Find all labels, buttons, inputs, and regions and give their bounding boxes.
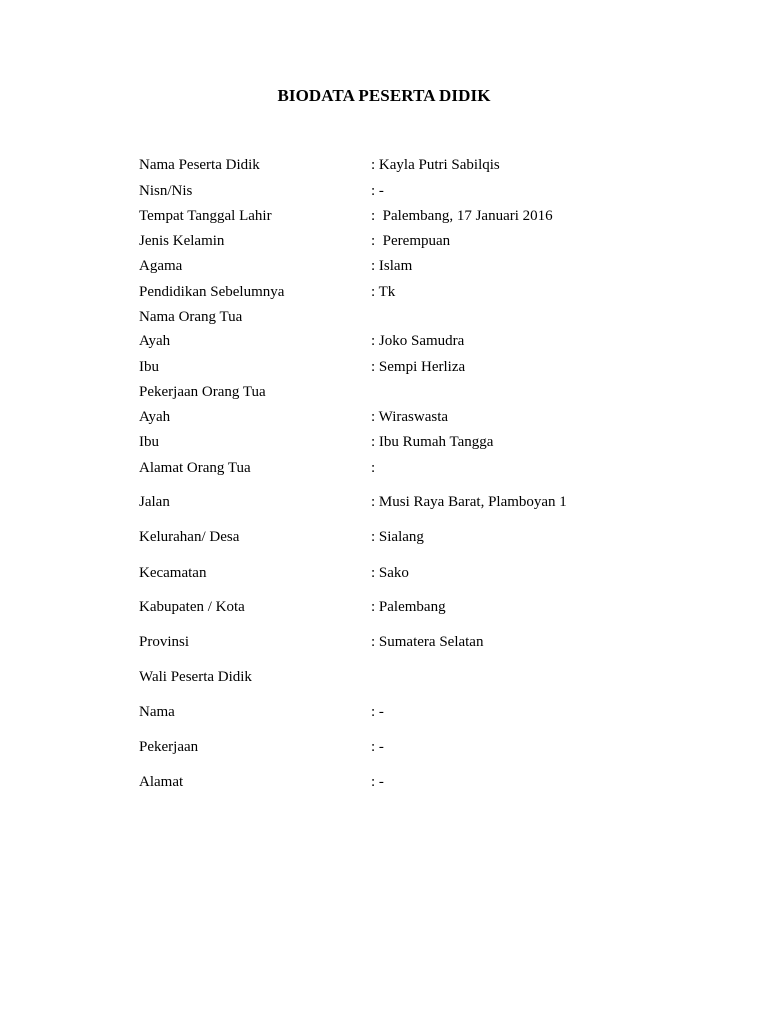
field-value: : Sempi Herliza — [371, 359, 466, 375]
field-kecamatan — [139, 563, 659, 583]
field-label: Alamat — [139, 774, 184, 790]
field-nama-peserta-didik — [139, 155, 659, 175]
field-value: : Perempuan — [371, 233, 451, 249]
field-pendidikan-sebelumnya — [139, 282, 659, 302]
field-label: Ayah — [139, 333, 171, 349]
field-provinsi — [139, 632, 659, 652]
field-jalan — [139, 492, 659, 512]
field-value: : Palembang — [371, 599, 446, 615]
field-label: Provinsi — [139, 634, 190, 650]
field-kelurahan-desa — [139, 527, 659, 547]
field-value: : Wiraswasta — [371, 409, 449, 425]
field-value: : Ibu Rumah Tangga — [371, 434, 494, 450]
field-value: : Sako — [371, 565, 409, 581]
field-tempat-tanggal-lahir — [139, 206, 659, 226]
field-label: Kecamatan — [139, 565, 207, 581]
field-label: Jenis Kelamin — [139, 233, 225, 249]
field-nisn-nis — [139, 181, 659, 201]
field-value: : - — [371, 704, 384, 720]
section-nama-orang-tua — [139, 307, 659, 327]
field-nama-ayah — [139, 331, 659, 351]
field-label: Jalan — [139, 494, 170, 510]
field-label: Nisn/Nis — [139, 183, 193, 199]
field-label: Nama Orang Tua — [139, 309, 243, 325]
field-label: Nama Peserta Didik — [139, 157, 260, 173]
field-wali-pekerjaan — [139, 737, 659, 757]
field-label: Ibu — [139, 359, 159, 375]
field-label: Ibu — [139, 434, 159, 450]
field-value: : - — [371, 183, 384, 199]
field-alamat-orang-tua — [139, 458, 659, 478]
field-label: Pekerjaan — [139, 739, 199, 755]
field-nama-ibu — [139, 357, 659, 377]
field-pekerjaan-ibu — [139, 432, 659, 452]
section-wali-peserta-didik — [139, 667, 659, 687]
field-value: : Sialang — [371, 529, 424, 545]
field-value: : Kayla Putri Sabilqis — [371, 157, 500, 173]
field-label: Tempat Tanggal Lahir — [139, 208, 272, 224]
field-jenis-kelamin — [139, 231, 659, 251]
field-value: : Tk — [371, 284, 396, 300]
field-label: Kabupaten / Kota — [139, 599, 245, 615]
field-wali-alamat — [139, 772, 659, 792]
section-pekerjaan-orang-tua — [139, 382, 659, 402]
field-value: : Palembang, 17 Januari 2016 — [371, 208, 553, 224]
field-label: Nama — [139, 704, 175, 720]
field-value: : Sumatera Selatan — [371, 634, 484, 650]
field-value: : Musi Raya Barat, Plamboyan 1 — [371, 494, 567, 510]
field-wali-nama — [139, 702, 659, 722]
field-value: : Islam — [371, 258, 413, 274]
field-value: : Joko Samudra — [371, 333, 465, 349]
field-agama — [139, 256, 659, 276]
field-value: : - — [371, 739, 384, 755]
field-pekerjaan-ayah — [139, 407, 659, 427]
field-label: Ayah — [139, 409, 171, 425]
page-title: BIODATA PESERTA DIDIK — [277, 86, 491, 105]
field-value: : — [371, 460, 376, 476]
field-label: Pekerjaan Orang Tua — [139, 384, 266, 400]
field-label: Pendidikan Sebelumnya — [139, 284, 285, 300]
field-value: : - — [371, 774, 384, 790]
field-kabupaten-kota — [139, 597, 659, 617]
field-label: Wali Peserta Didik — [139, 669, 252, 685]
field-label: Kelurahan/ Desa — [139, 529, 240, 545]
field-label: Alamat Orang Tua — [139, 460, 251, 476]
field-label: Agama — [139, 258, 183, 274]
